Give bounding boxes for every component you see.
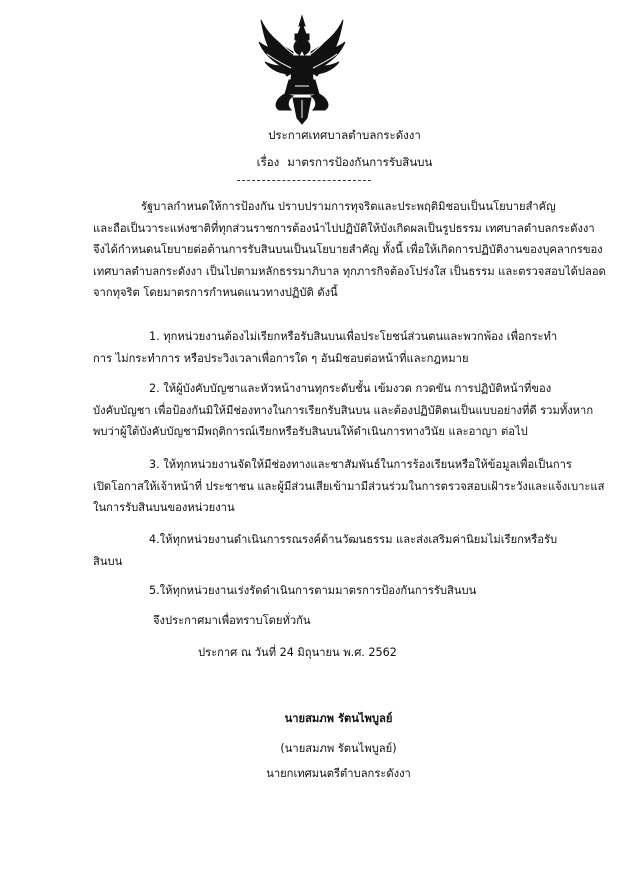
- announcement-title: ประกาศเทศบาลตำบลกระดังงา: [268, 128, 421, 142]
- subject-label: เรื่อง: [256, 155, 280, 169]
- measure-item-3: [93, 454, 605, 519]
- measure-line: 5.ให้ทุกหน่วยงานเร่งรัดดำเนินการตามมาตรการป้องกันการรับสินบน: [149, 584, 477, 597]
- measure-line: ในการรับสินบนของหน่วยงาน: [93, 501, 235, 514]
- intro-line: รัฐบาลกำหนดให้การป้องกัน ปราบปรามการทุจริตและประพฤติมิชอบเป็นนโยบายสำคัญ: [141, 200, 556, 213]
- measure-line: 4.ให้ทุกหน่วยงานดำเนินการรณรงค์ด้านวัฒนธรรม และส่งเสริมค่านิยมไม่เรียกหรือรับ: [149, 533, 558, 546]
- measure-line: เปิดโอกาสให้เจ้าหน้าที่ ประชาชน และผู้มีส่วนเสียเข้ามามีส่วนร่วมในการตรวจสอบเฝ้าระวังและแจ้งเบาะแส: [93, 479, 605, 493]
- measure-item-4: [93, 529, 563, 572]
- signatory-position: นายกเทศมนตรีตำบลกระดังงา: [266, 767, 411, 780]
- measure-item-5: [93, 580, 563, 602]
- garuda-emblem-icon: [257, 14, 347, 126]
- intro-line: และถือเป็นวาระแห่งชาติที่ทุกส่วนราชการต้องนำไปปฏิบัติให้บังเกิดผลเป็นรูปธรรม เทศบาลตำบลกระดังงา: [93, 221, 595, 235]
- measure-line: 3. ให้ทุกหน่วยงานจัดให้มีช่องทางและชาสัมพันธ์ในการร้องเรียนหรือให้ข้อมูลเพื่อเป็นการ: [149, 458, 572, 471]
- signatory-name: นายสมภพ รัตนไพบูลย์: [284, 712, 393, 725]
- closing-text: [93, 610, 563, 632]
- intro-line: จึงได้กำหนดนโยบายต่อต้านการรับสินบนเป็นนโยบายสำคัญ ทั้งนี้ เพื่อให้เกิดการปฏิบัติงานของบุคลากรของ: [93, 243, 603, 256]
- subject-text: มาตรการป้องกันการรับสินบน: [287, 155, 433, 169]
- closing-line: จึงประกาศมาเพื่อทราบโดยทั่วกัน: [153, 614, 311, 627]
- header-divider: [237, 180, 371, 181]
- measure-line: สินบน: [93, 554, 123, 568]
- intro-paragraph: [93, 196, 606, 304]
- intro-line: จากทุจริต โดยมาตรการกำหนดแนวทางปฏิบัติ ดังนี้: [93, 286, 338, 299]
- intro-line: เทศบาลตำบลกระดังงา เป็นไปตามหลักธรรมาภิบาล ทุกภารกิจต้องโปร่งใส เป็นธรรม และตรวจสอบได้ปลอด: [93, 264, 606, 278]
- announcement-subject: [36, 154, 617, 170]
- date-line: ประกาศ ณ วันที่ 24 มิถุนายน พ.ศ. 2562: [198, 646, 397, 659]
- measure-line: 2. ให้ผู้บังคับบัญชาและหัวหน้างานทุกระดับชั้น เข้มงวด กวดขัน การปฏิบัติหน้าที่ของ: [149, 382, 552, 395]
- announcement-date: [198, 642, 498, 664]
- measure-line: บังคับบัญชา เพื่อป้องกันมิให้มีช่องทางในการเรียกรับสินบน และต้องปฏิบัติตนเป็นแบบอย่างที่ดี รวมทั้งหาก: [93, 403, 594, 417]
- measure-item-2: [93, 378, 594, 443]
- measure-item-1: [93, 326, 563, 369]
- measure-line: การ ไม่กระทำการ หรือประวิงเวลาเพื่อการใด ๆ อันมิชอบต่อหน้าที่และกฎหมาย: [93, 351, 469, 365]
- measure-line: พบว่าผู้ใต้บังคับบัญชามีพฤติการณ์เรียกหรือรับสินบนให้ดำเนินการทางวินัย และอาญา ต่อไป: [93, 425, 528, 438]
- signatory-name-parenthetical: (นายสมภพ รัตนไพบูลย์): [280, 742, 397, 755]
- measure-line: 1. ทุกหน่วยงานต้องไม่เรียกหรือรับสินบนเพื่อประโยชน์ส่วนตนและพวกพ้อง เพื่อกระทำ: [149, 330, 558, 343]
